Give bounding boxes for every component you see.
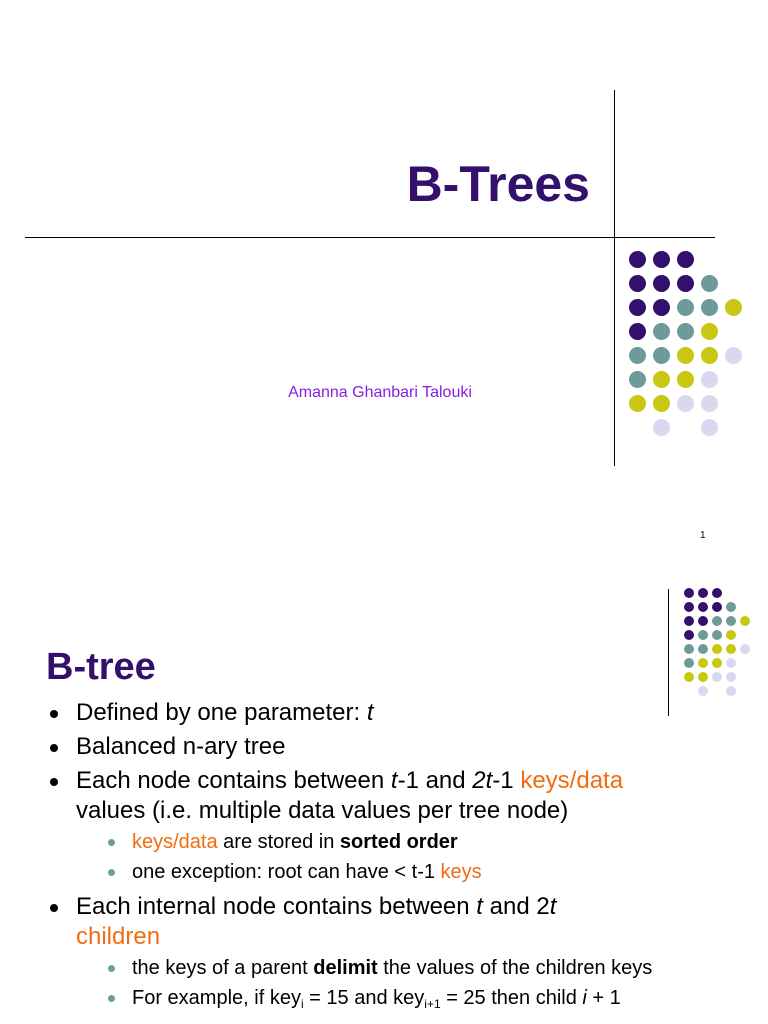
dot-teal xyxy=(684,644,694,654)
dot-yellow xyxy=(684,672,694,682)
bullet-text: = 15 and key xyxy=(303,987,425,1009)
bullet-list xyxy=(48,698,748,1016)
dot-purple xyxy=(629,299,646,316)
bullet-text: Each node contains between xyxy=(76,767,391,794)
bullet-text: values (i.e. multiple data values per tree node) xyxy=(76,797,569,824)
bullet-item xyxy=(48,892,748,1012)
page-number: 1 xyxy=(700,530,706,541)
subscript: i xyxy=(300,997,304,1011)
dot-purple xyxy=(698,588,708,598)
dot-yellow xyxy=(726,644,736,654)
dot-yellow xyxy=(653,371,670,388)
dot-yellow xyxy=(698,672,708,682)
vertical-divider xyxy=(614,90,615,466)
sub-bullet-item xyxy=(76,954,748,982)
dot-yellow xyxy=(712,658,722,668)
highlight-term: keys/data xyxy=(132,831,218,853)
dot-purple xyxy=(698,616,708,626)
dot-teal xyxy=(726,616,736,626)
slide-title: B-tree xyxy=(46,646,156,688)
dot-teal xyxy=(677,323,694,340)
dot-purple xyxy=(684,588,694,598)
subscript: i+1 xyxy=(424,997,441,1011)
sub-bullet-item xyxy=(76,828,748,856)
dot-purple xyxy=(653,251,670,268)
author-name: Amanna Ghanbari Talouki xyxy=(288,384,472,401)
dot-purple xyxy=(629,323,646,340)
dot-yellow xyxy=(701,347,718,364)
dot-lavender xyxy=(726,672,736,682)
dot-teal xyxy=(712,616,722,626)
dot-yellow xyxy=(677,347,694,364)
dot-teal xyxy=(726,602,736,612)
bullet-text: 2t xyxy=(472,767,493,794)
dot-lavender xyxy=(725,347,742,364)
dot-teal xyxy=(712,630,722,640)
dot-purple xyxy=(712,588,722,598)
dot-purple xyxy=(698,602,708,612)
dot-teal xyxy=(653,323,670,340)
dot-teal xyxy=(698,644,708,654)
dot-purple xyxy=(653,275,670,292)
sub-bullet-item xyxy=(76,858,748,886)
dot-teal xyxy=(629,347,646,364)
dot-yellow xyxy=(677,371,694,388)
dot-lavender xyxy=(726,658,736,668)
dot-yellow xyxy=(726,630,736,640)
dot-purple xyxy=(653,299,670,316)
bullet-text: For example, if key xyxy=(132,987,301,1009)
dot-purple xyxy=(629,251,646,268)
bullet-text: -1 xyxy=(492,767,521,794)
dot-lavender xyxy=(677,395,694,412)
bullet-text: t xyxy=(476,893,483,920)
dot-lavender xyxy=(712,672,722,682)
dot-purple xyxy=(684,602,694,612)
bold-term: sorted order xyxy=(339,831,458,853)
bullet-text: Each internal node contains between xyxy=(76,893,477,920)
bullet-text: the values of the children keys xyxy=(377,957,653,979)
dot-purple xyxy=(677,275,694,292)
dot-purple xyxy=(712,602,722,612)
dot-yellow xyxy=(725,299,742,316)
bullet-text: + 1 xyxy=(586,987,621,1009)
dot-lavender xyxy=(701,419,718,436)
bullet-text: one exception: root can have < t-1 xyxy=(132,861,441,883)
dot-teal xyxy=(653,347,670,364)
dot-lavender xyxy=(653,419,670,436)
highlight-term: children xyxy=(76,923,161,950)
dot-yellow xyxy=(712,644,722,654)
vertical-divider xyxy=(668,589,669,716)
dot-teal xyxy=(677,299,694,316)
sub-bullet-item xyxy=(76,984,748,1012)
bullet-item xyxy=(48,732,748,762)
bullet-item xyxy=(48,698,748,728)
bullet-text: Defined by one parameter: xyxy=(76,699,367,726)
dot-teal xyxy=(701,275,718,292)
highlight-term: keys xyxy=(440,861,482,883)
bullet-text: t xyxy=(549,893,557,920)
dot-lavender xyxy=(740,644,750,654)
bullet-text: the keys of a parent xyxy=(132,957,314,979)
dot-yellow xyxy=(629,395,646,412)
bullet-text: Balanced n-ary tree xyxy=(76,733,286,760)
bullet-item xyxy=(48,766,748,886)
dot-purple xyxy=(677,251,694,268)
dot-teal xyxy=(701,299,718,316)
bullet-text: = 25 then child xyxy=(440,987,583,1009)
bold-term: delimit xyxy=(313,957,378,979)
dot-lavender xyxy=(701,371,718,388)
dot-teal xyxy=(698,630,708,640)
bullet-text: t xyxy=(390,767,398,794)
dot-teal xyxy=(684,658,694,668)
highlight-term: keys/data xyxy=(520,767,624,794)
dot-purple xyxy=(684,630,694,640)
slide-title: B-Trees xyxy=(406,156,590,212)
dot-lavender xyxy=(726,686,736,696)
dot-yellow xyxy=(701,323,718,340)
dot-purple xyxy=(629,275,646,292)
bullet-text: and 2 xyxy=(482,893,550,920)
dot-lavender xyxy=(701,395,718,412)
dot-teal xyxy=(629,371,646,388)
dot-lavender xyxy=(698,686,708,696)
bullet-text: i xyxy=(582,987,587,1009)
dot-yellow xyxy=(698,658,708,668)
dot-purple xyxy=(684,616,694,626)
horizontal-divider xyxy=(25,237,715,238)
bullet-text: are stored in xyxy=(217,831,340,853)
content-slide xyxy=(0,560,768,1024)
bullet-text: -1 and xyxy=(397,767,473,794)
dot-yellow xyxy=(740,616,750,626)
dot-yellow xyxy=(653,395,670,412)
bullet-text: t xyxy=(366,699,374,726)
